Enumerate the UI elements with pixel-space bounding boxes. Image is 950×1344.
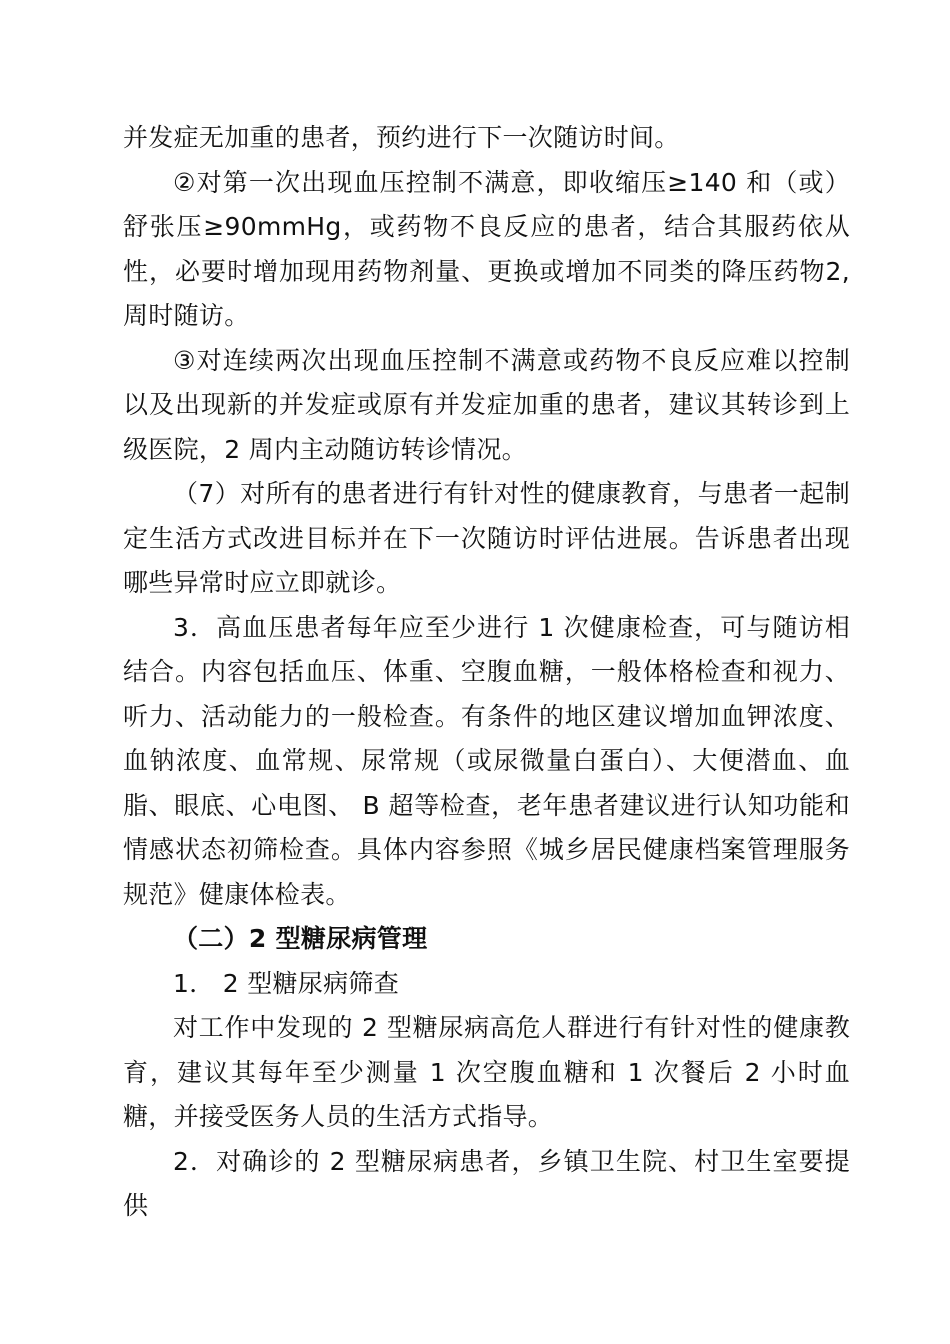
- paragraph-annual-health-check: 3．高血压患者每年应至少进行 1 次健康检查，可与随访相结合。内容包括血压、体重、空腹血糖，一般体格检查和视力、听力、活动能力的一般检查。有条件的地区建议增加血钾浓度、血钠浓度、血常规、尿常规（或尿微量白蛋白）、大便潜血、血脂、眼底、心电图、 B 超等检查，老年患者建议进行认知功能和情感状态初筛检查。具体内容参照《城乡居民健康档案管理服务规范》健康体检表。: [123, 612, 850, 909]
- paragraph-confirmed-diabetes-patients: 2．对确诊的 2 型糖尿病患者，乡镇卫生院、村卫生室要提供: [123, 1146, 850, 1220]
- paragraph-high-risk-education: 对工作中发现的 2 型糖尿病高危人群进行有针对性的健康教育，建议其每年至少测量 1 次空腹血糖和 1 次餐后 2 小时血糖，并接受医务人员的生活方式指导。: [123, 1013, 850, 1131]
- section-heading-diabetes-management: （二）2 型糖尿病管理: [173, 924, 428, 953]
- paragraph-consecutive-uncontrolled-bp: ③对连续两次出现血压控制不满意或药物不良反应难以控制以及出现新的并发症或原有并发症加重的患者，建议其转诊到上级医院，2 周内主动随访转诊情况。: [123, 345, 850, 464]
- document-page: [123, 116, 850, 1229]
- paragraph-health-education: （7）对所有的患者进行有针对性的健康教育，与患者一起制定生活方式改进目标并在下一次随访时评估进展。告诉患者出现哪些异常时应立即就诊。: [123, 479, 850, 597]
- paragraph-followup-schedule: 并发症无加重的患者，预约进行下一次随访时间。: [123, 123, 680, 152]
- paragraph-first-uncontrolled-bp: ②对第一次出现血压控制不满意，即收缩压≥140 和（或）舒张压≥90mmHg，或药物不良反应的患者，结合其服药依从性，必要时增加现用药物剂量、更换或增加不同类的降压药物2,周时随访。: [123, 167, 850, 330]
- subheading-diabetes-screening: 1． 2 型糖尿病筛查: [173, 968, 400, 998]
